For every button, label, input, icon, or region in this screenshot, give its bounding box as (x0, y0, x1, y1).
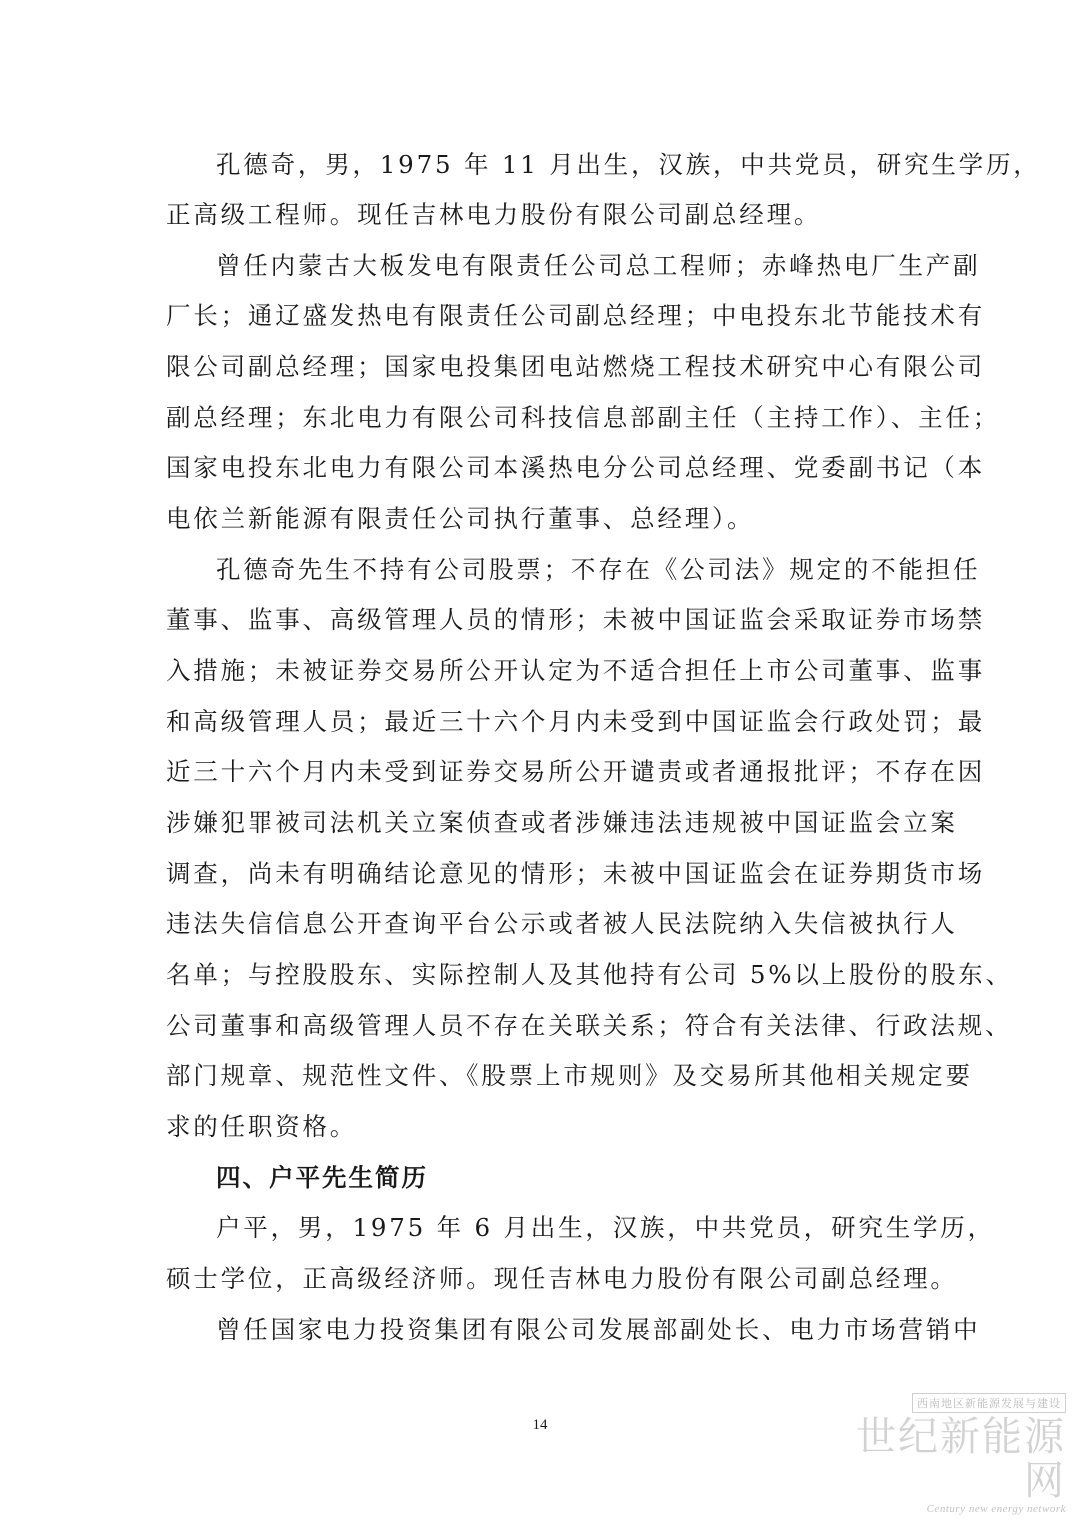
watermark (836, 1392, 1066, 1515)
text-line: 正高级工程师。现任吉林电力股份有限公司副总经理。 (166, 200, 822, 229)
section-heading: 四、户平先生简历 (216, 1163, 428, 1192)
text-line: 孔德奇，男，1975 年 11 月出生，汉族，中共党员，研究生学历， (216, 150, 1041, 179)
text-line: 国家电投东北电力有限公司本溪热电分公司总经理、党委副书记（本 (166, 453, 985, 482)
text-line: 副总经理；东北电力有限公司科技信息部副主任（主持工作）、主任； (166, 403, 1001, 432)
text-line: 户平，男，1975 年 6 月出生，汉族，中共党员，研究生学历， (216, 1213, 995, 1242)
text-line: 入措施；未被证券交易所公开认定为不适合担任上市公司董事、监事 (166, 656, 985, 685)
text-line: 厂长；通辽盛发热电有限责任公司副总经理；中电投东北节能技术有 (166, 301, 985, 330)
text-line: 求的任职资格。 (166, 1112, 358, 1141)
text-line: 电依兰新能源有限责任公司执行董事、总经理）。 (166, 504, 755, 533)
text-line: 和高级管理人员；最近三十六个月内未受到中国证监会行政处罚；最 (166, 707, 985, 736)
text-line: 限公司副总经理；国家电投集团电站燃烧工程技术研究中心有限公司 (166, 352, 985, 381)
watermark-english: Century new energy network (926, 1503, 1066, 1515)
text-line: 名单；与控股股东、实际控制人及其他持有公司 5%以上股份的股东、 (166, 960, 1013, 989)
text-line: 董事、监事、高级管理人员的情形；未被中国证监会采取证券市场禁 (166, 605, 985, 634)
text-line: 曾任国家电力投资集团有限公司发展部副处长、电力市场营销中 (216, 1315, 981, 1344)
watermark-logo: 世纪新能源网 (856, 1414, 1066, 1504)
page-number: 14 (532, 1417, 548, 1433)
text-line: 孔德奇先生不持有公司股票；不存在《公司法》规定的不能担任 (216, 555, 981, 584)
text-line: 公司董事和高级管理人员不存在关联关系；符合有关法律、行政法规、 (166, 1011, 1013, 1040)
text-line: 近三十六个月内未受到证券交易所公开谴责或者通报批评；不存在因 (166, 757, 985, 786)
watermark-tagline: 西南地区新能源发展与建设 (912, 1393, 1066, 1413)
text-line: 硕士学位，正高级经济师。现任吉林电力股份有限公司副总经理。 (166, 1264, 958, 1293)
text-line: 涉嫌犯罪被司法机关立案侦查或者涉嫌违法违规被中国证监会立案 (166, 808, 958, 837)
text-line: 违法失信信息公开查询平台公示或者被人民法院纳入失信被执行人 (166, 909, 958, 938)
text-line: 调查，尚未有明确结论意见的情形；未被中国证监会在证券期货市场 (166, 859, 985, 888)
text-line: 部门规章、规范性文件、《股票上市规则》及交易所其他相关规定要 (166, 1061, 973, 1090)
text-line: 曾任内蒙古大板发电有限责任公司总工程师；赤峰热电厂生产副 (216, 251, 981, 280)
